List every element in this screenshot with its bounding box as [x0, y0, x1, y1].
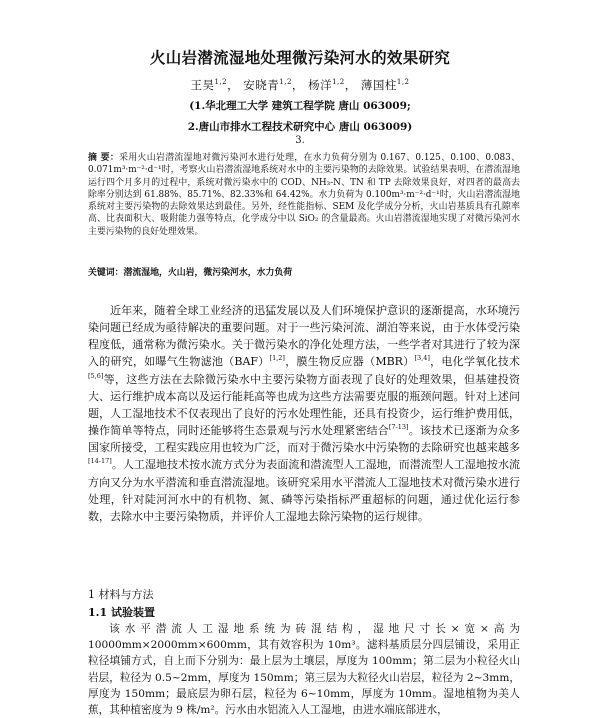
author-line: 王昊$^{1,2}$， 安晓青$^{1,2}$， 杨洋$^{1,2}$， 薄国柱$^{1,2}$ — [190, 78, 410, 92]
affiliation-2: 2.唐山市排水工程技术研究中心 唐山 063009) — [187, 121, 413, 133]
author-name: 杨洋 — [308, 78, 333, 92]
intro-text: 等，这些方法在去除微污染水中主要污染物方面表现了良好的处理效果，但基建投资大、运行维护成本高以及运行能耗高等也成为这些方法需要克服的瓶颈问题。针对上述问题，人工湿地技术不仅表现出了良好的污水处理性能，还具有投资少，运行维护费用低，操作简单等特点，同时还能够将生态景观与污水处理紧密结合 — [88, 372, 520, 438]
author-affiliation-mark: 1,2 — [279, 78, 292, 86]
subsection-heading-apparatus: 1.1 试验装置 — [88, 606, 155, 619]
section-heading-materials-methods: 1 材料与方法 — [88, 588, 154, 601]
citation: [3,4] — [414, 354, 430, 363]
abstract — [88, 152, 520, 238]
affiliation-1: (1.华北理工大学 建筑工程学院 唐山 063009; — [189, 100, 411, 112]
intro-text: 。人工湿地技术按水流方式分为表面流和潜流型人工湿地，而潜流型人工湿地按水流方向又分为水平潜流和垂直潜流湿地。该研究采用水平潜流人工湿地技术对微污染水进行处理，针对陡河河水中的有机物、氮、磷等污染指标严重超标的问题，通过优化运行参数，去除水中主要污染物质，并评价人工湿地去除污染物的运行规律。 — [88, 458, 520, 523]
author-affiliation-mark: 1,2 — [396, 78, 410, 86]
author-name: 薄国柱 — [360, 78, 397, 92]
intro-text: 。该技术已逐渐为众多国家所接受，工程实践应用也较为广泛，而对于微污染水中污染物的去除研究也越来越多 — [88, 424, 520, 455]
author-name: 安晓青 — [243, 78, 280, 92]
keywords — [88, 267, 520, 279]
citation: [7-13] — [388, 423, 409, 432]
citation: [14-17] — [88, 457, 112, 466]
intro-text: ，电化学氧化技术 — [429, 355, 520, 369]
author-name: 王昊 — [190, 78, 215, 92]
author-affiliation-mark: 1,2 — [332, 78, 345, 86]
intro-paragraph — [88, 302, 520, 525]
methods-text — [88, 621, 520, 718]
abstract-label: 摘 要： — [88, 153, 120, 163]
citation: [1,2] — [269, 354, 285, 363]
citation: [5,6] — [88, 371, 104, 380]
author-affiliation-mark: 1,2 — [214, 78, 228, 86]
abstract-text: 采用火山岩潜流湿地对微污染河水进行处理，在水力负荷分别为 0.167、0.125、0.100、0.083、0.071m³·m⁻²·d⁻¹时，考察火山岩潜流湿地系统对水中的主要污染物的去除效果。试验结果表明，在潜流湿地运行四个月多月的过程中，系统对微污染水中的 COD、NH₃-N、TN 和 TP 去除效果良好，对四者的最高去除率分别达到 61.88%、85.71%、82.33%和 64.42%。水力负荷为 0.100m³·m⁻²·d⁻¹时，火山岩潜流湿地系统对主要污染物的去除效果达到最佳。另外，经性能指标、SEM 及化学成分分析，火山岩基质具有孔隙率高、比表面积大、吸附能力强等特点，化学成分中以 SiO₂ 的含量最高。火山岩潜流湿地实现了对微污染河水主要污染物的良好处理效果。 — [88, 153, 521, 237]
page-marker: 3. — [295, 135, 305, 146]
methods-paragraph: 该水平潜流人工湿地系统为砖混结构，湿地尺寸长×宽×高为 10000mm×2000mm×600mm，其有效容积为 10m³。滤料基质层分四层铺设，采用正粒径填铺方式，自上而下分别为：最上层为土壤层，厚度为 100mm；第二层为小粒径火山岩层，粒径为 0.5~2mm，厚度为 150mm；第三层为大粒径火山岩层，粒径为 2~3mm，厚度为 150mm；最底层为卵石层，粒径为 6~10mm，厚度为 10mm。湿地植物为美人蕉，其种植密度为 9 株/m²。污水由水铝流入人工湿地，由进水端底部进水， — [88, 623, 520, 717]
introduction — [88, 302, 520, 525]
intro-text: ，膜生物反应器（MBR） — [284, 355, 415, 369]
intro-text: 近年来，随着全球工业经济的迅猛发展以及人们环境保护意识的逐渐提高，水环境污染问题已经成为亟待解决的重要问题。对于一些污染河流、湖泊等来说，由于水体受污染程度低，通常称为微污染水。关于微污染水的净化处理方法，一些学者对其进行了较为深入的研究，如曝气生物滤池（BAF） — [88, 304, 520, 369]
keywords-label: 关键词： — [88, 268, 124, 278]
paper-title: 火山岩潜流湿地处理微污染河水的效果研究 — [149, 49, 451, 67]
keywords-text: 潜流湿地，火山岩，微污染河水，水力负荷 — [123, 268, 293, 278]
